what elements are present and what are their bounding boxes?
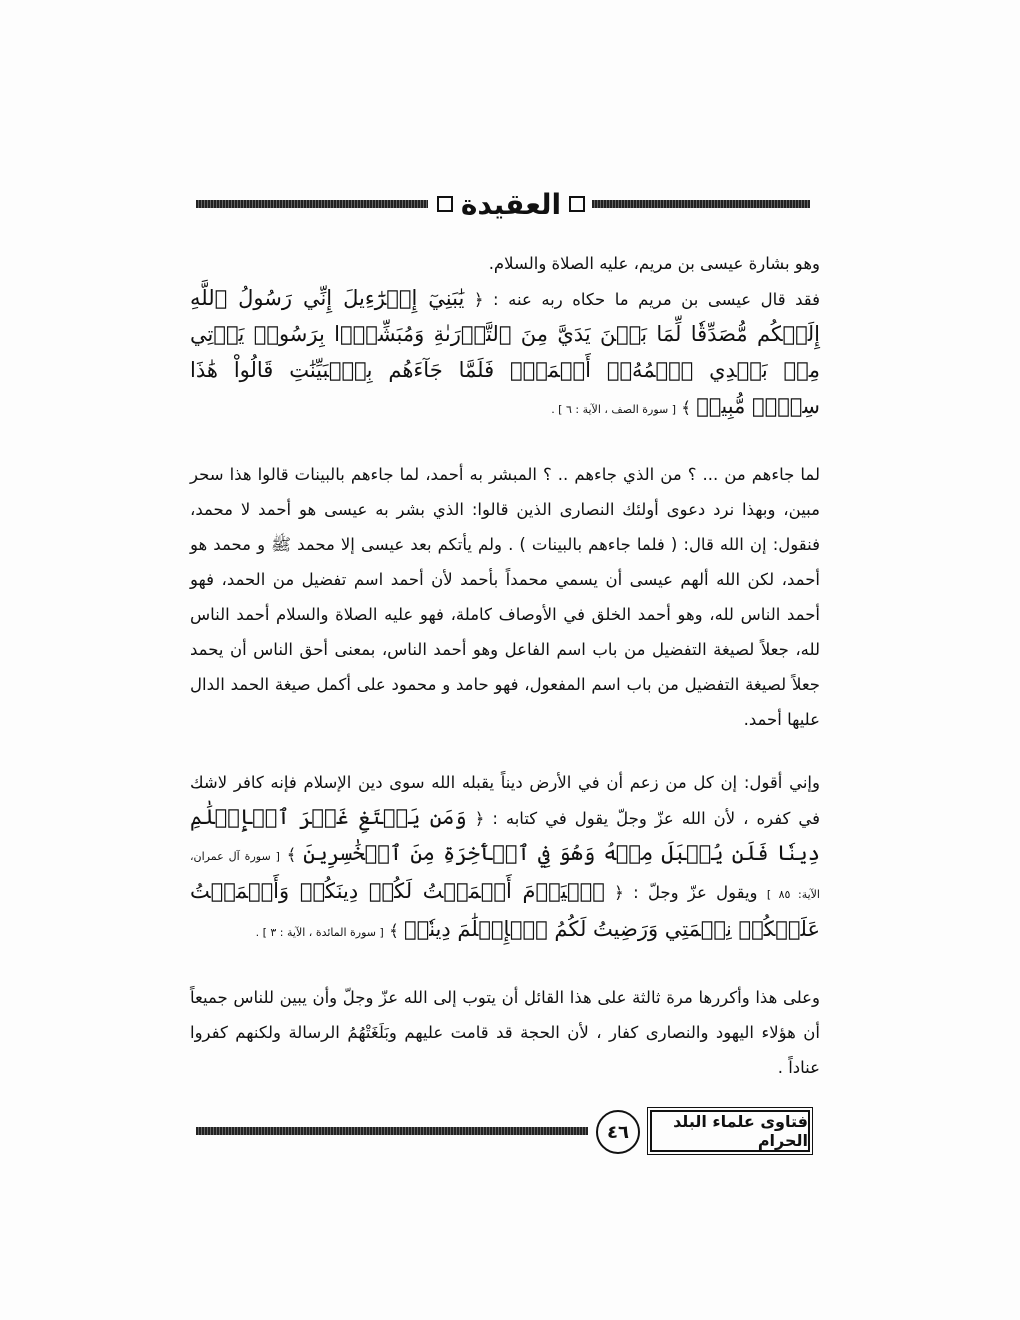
header-rule-right (592, 200, 810, 208)
verse-reference: [ سورة الصف ، الآية : ٦ ] . (551, 403, 677, 416)
paragraph-5 (190, 980, 820, 1085)
paragraph-text: لما جاءهم من ... ؟ من الذي جاءهم .. ؟ المبشر به أحمد، لما جاءهم بالبينات قالوا هذا سحر مبين، وبهذا نرد دعوى أولئك النصارى الذين قالوا: الذي بشر به عيسى هو أحمد لا محمد، فنقول: إن الله قال: ( فلما جاءهم بالبينات ) . ولم يأتكم بعد عيسى إلا محمد ﷺ و محمد هو أحمد، لكن الله ألهم عيسى أن يسمي محمداً بأحمد لأن أحمد اسم تفضيل من الحمد، فهو أحمد الناس لله، وهو أحمد الخلق في الأوصاف كاملة، فهو عليه الصلاة والسلام أحمد الناس لله، جعلاً لصيغة التفضيل من باب اسم الفاعل وهو أحمد الناس، بمعنى أحق الناس أن يحمد جعلاً لصيغة التفضيل من باب اسم المفعول، فهو حامد و محمود على أكمل صيغة الحمد الدال عليها أحمد. (190, 465, 820, 729)
square-ornament-icon (569, 196, 585, 212)
main-text (190, 246, 820, 1085)
paragraph-3 (190, 457, 820, 737)
page-number: ٤٦ (596, 1110, 640, 1154)
header-rule-left (196, 200, 428, 208)
paragraph-2 (190, 281, 820, 427)
paragraph-text: وهو بشارة عيسى بن مريم، عليه الصلاة والسلام. (488, 254, 820, 273)
quran-verse: يَٰبَنِيٓ إِسۡرَٰٓءِيلَ إِنِّي رَسُولُ ٱللَّهِ إِلَيۡكُم مُّصَدِّقٗا لِّمَا بَيۡنَ يَدَيَّ مِنَ ٱلتَّوۡرَىٰةِ وَمُبَشِّرَۢا بِرَسُولٖ يَأۡتِي مِنۢ بَعۡدِي ٱسۡمُهُۥٓ أَحۡمَدُۖ فَلَمَّا جَآءَهُم بِٱلۡبَيِّنَٰتِ قَالُواْ هَٰذَا سِحۡرٞ مُّبِينٞ (190, 286, 820, 418)
book-title: فتاوى علماء البلد الحرام (650, 1110, 810, 1152)
section-title: العقيدة (460, 187, 562, 221)
page-footer (196, 1108, 810, 1154)
paragraph-text: ويقول عزّ وجلّ : ﴿ (614, 883, 758, 902)
header-title-box (436, 182, 586, 226)
square-ornament-icon (437, 196, 453, 212)
verse-close-bracket: ﴾ (389, 921, 399, 940)
verse-reference: [ سورة المائدة ، الآية : ٣ ] . (255, 926, 384, 939)
page-header (196, 182, 810, 226)
quran-verse: ٱلۡيَوۡمَ أَكۡمَلۡتُ لَكُمۡ دِينَكُمۡ وَأَتۡمَمۡتُ عَلَيۡكُمۡ نِعۡمَتِي وَرَضِيتُ لَكُمُ ٱلۡإِسۡلَٰمَ دِينٗاۚ (190, 879, 820, 941)
quran-verse: وَمَن يَبۡتَغِ غَيۡرَ ٱلۡإِسۡلَٰمِ دِينٗا فَلَن يُقۡبَلَ مِنۡهُ وَهُوَ فِي ٱلۡأٓخِرَةِ مِنَ ٱلۡخَٰسِرِينَ (190, 805, 821, 865)
paragraph-text: وإني أقول: إن كل من زعم أن في الأرض ديناً يقبله الله سوى دين الإسلام فإنه كافر لاشك في كفره ، لأن الله عزّ وجلّ يقول في كتابه : ﴿ (190, 773, 821, 828)
verse-reference: [ سورة آل عمران، الآية: ٨٥ ] (190, 850, 820, 901)
verse-close-bracket: ﴾ (286, 845, 297, 864)
footer-rule (196, 1127, 588, 1135)
paragraph-1 (190, 246, 820, 281)
paragraph-4 (190, 765, 820, 950)
verse-close-bracket: ﴾ (681, 398, 691, 417)
paragraph-text: وعلى هذا وأكررها مرة ثالثة على هذا القائل أن يتوب إلى الله عزّ وجلّ وأن يبين للناس جميعاً أن هؤلاء اليهود والنصارى كفار ، لأن الحجة قد قامت عليهم وبَلَغَتْهُمُ الرسالة ولكنهم كفروا عناداً . (190, 988, 820, 1077)
paragraph-text: فقد قال عيسى بن مريم ما حكاه ربه عنه : ﴿ (473, 290, 820, 309)
